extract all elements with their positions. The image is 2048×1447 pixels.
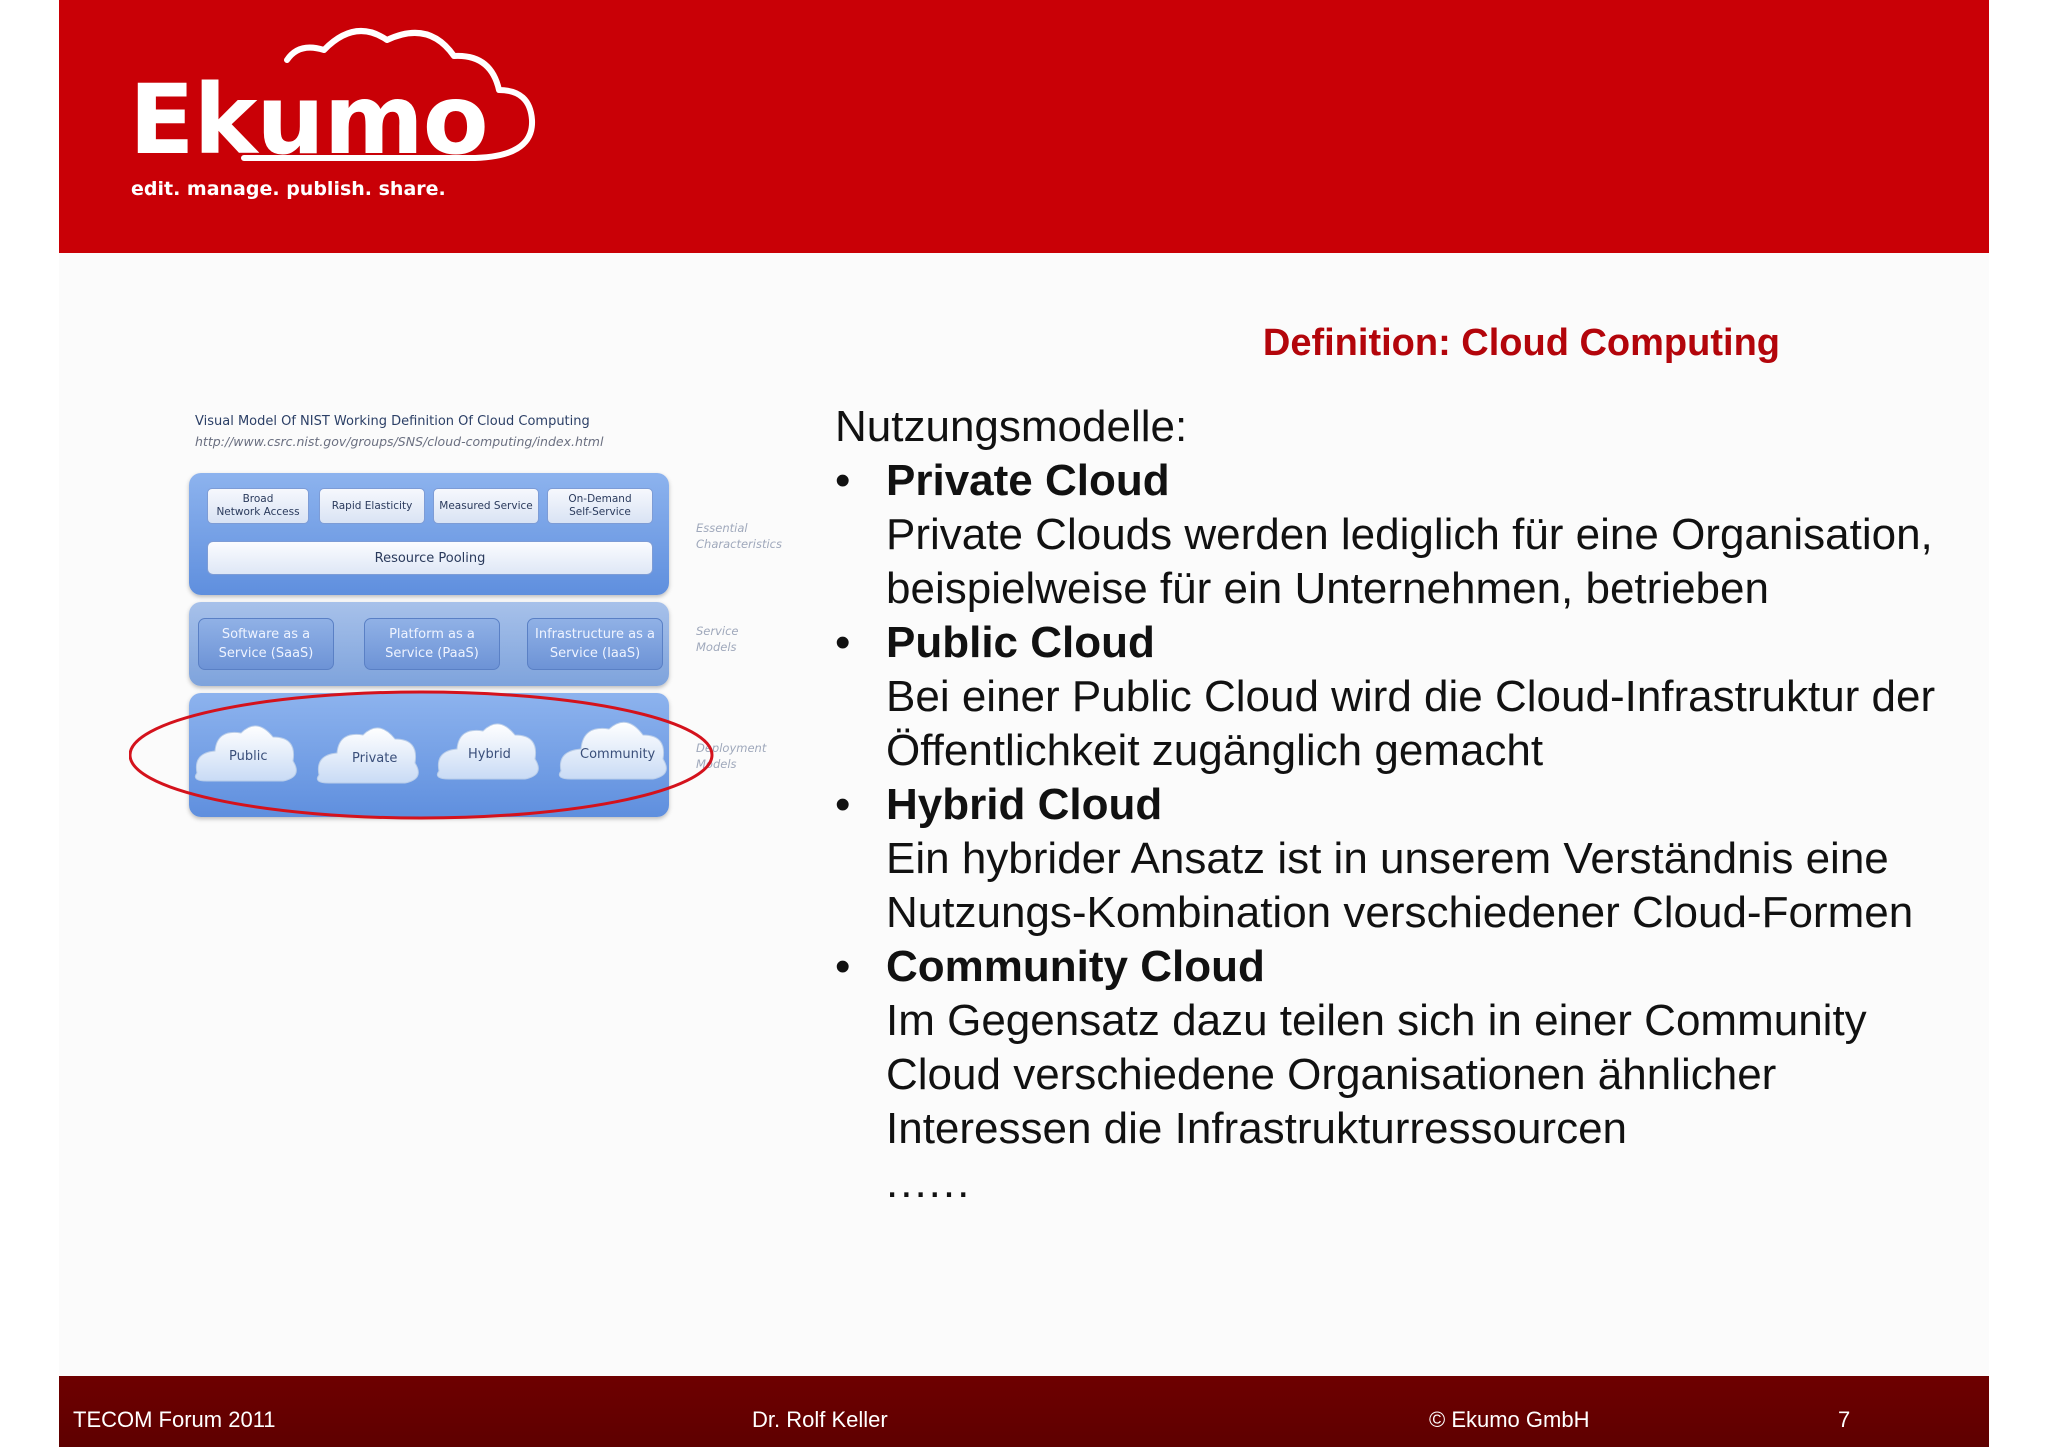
bullet-public-cloud [835,616,1985,778]
bullet-dot-icon: • [835,942,851,991]
deployment-model-community: Community [580,747,656,762]
diagram-source-url: http://www.csrc.nist.gov/groups/SNS/cloud-computing/index.html [195,434,604,449]
slide [59,0,1989,1447]
label-service-models: Service Models [696,624,739,654]
footer-event: TECOM Forum 2011 [73,1407,276,1432]
bullet-title: Hybrid Cloud [886,780,1163,829]
section-title: Definition: Cloud Computing [1262,322,1780,364]
bullet-dot-icon: • [835,456,851,505]
footer-bar [59,1376,1989,1447]
nist-cloud-model-diagram [129,410,829,830]
characteristic-rapid-elasticity: Rapid Elasticity [319,488,425,524]
bullet-title: Community Cloud [886,942,1265,991]
intro-heading: Nutzungsmodelle: [835,402,1188,451]
characteristic-measured-service: Measured Service [433,488,539,524]
bullet-private-cloud [835,454,1985,616]
diagram-title: Visual Model Of NIST Working Definition Of Cloud Computing [195,414,590,429]
deployment-model-hybrid: Hybrid [468,747,511,762]
bullet-description: Ein hybrider Ansatz ist in unserem Verständnis eine Nutzungs-Kombination verschiedener Cloud-Formen [886,834,1914,937]
continuation-ellipsis: ...... [886,1158,972,1207]
deployment-model-private: Private [352,751,398,766]
characteristic-broad-network-access: Broad Network Access [207,488,309,524]
header-banner [59,0,1989,253]
logo-wordmark: Ekumo [129,64,488,176]
deployment-model-public: Public [229,749,268,764]
characteristic-on-demand-self-service: On-Demand Self-Service [547,488,653,524]
service-model-saas: Software as a Service (SaaS) [198,618,334,670]
highlight-ellipse [129,410,829,830]
resource-pooling: Resource Pooling [207,541,653,575]
service-model-iaas: Infrastructure as a Service (IaaS) [527,618,663,670]
bullet-title: Private Cloud [886,456,1170,505]
bullet-description: Private Clouds werden lediglich für eine Organisation, beispielweise für ein Unternehmen, betrieben [886,510,1933,613]
bullet-title: Public Cloud [886,618,1155,667]
bullet-dot-icon: • [835,780,851,829]
bullet-description: Im Gegensatz dazu teilen sich in einer Community Cloud verschiedene Organisationen ähnlicher Interessen die Infrastrukturressourcen [886,996,1867,1153]
content-body [835,400,1985,1210]
label-essential-characteristics: Essential Characteristics [696,521,782,551]
footer-page-number: 7 [1838,1407,1851,1432]
bullet-dot-icon: • [835,618,851,667]
bullet-description: Bei einer Public Cloud wird die Cloud-Infrastruktur der Öffentlichkeit zugänglich gemacht [886,672,1936,775]
footer-author: Dr. Rolf Keller [752,1407,888,1432]
logo-tagline: edit. manage. publish. share. [131,178,446,200]
bullet-hybrid-cloud [835,778,1985,940]
footer-copyright: © Ekumo GmbH [1429,1407,1590,1432]
service-model-paas: Platform as a Service (PaaS) [364,618,500,670]
label-deployment-models: Deployment Models [696,741,767,771]
bullet-community-cloud [835,940,1985,1156]
